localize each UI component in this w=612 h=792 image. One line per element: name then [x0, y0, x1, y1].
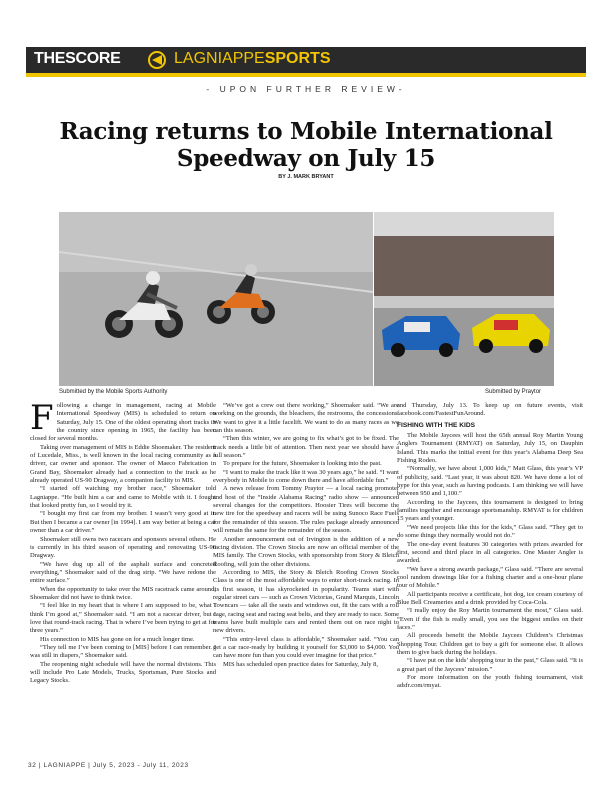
paragraph: “I really enjoy the Roy Martin tournament the most,” Glass said. “Even if the fish is really small, you see the biggest smiles on their faces.” — [397, 607, 583, 631]
motorcycle-racing-photo — [59, 212, 373, 386]
paragraph: “This entry-level class is affordable,” Shoemaker said. “You can get a car race-ready by building it yourself for $3,000 to $4,000. You can have more fun than you could ever imagine for that price.” — [213, 635, 399, 660]
paragraph: All participants receive a certificate, hot dog, ice cream courtesy of Blue Bell Creameries and a drink provided by Coca-Cola. — [397, 590, 583, 606]
paragraph: Taking over management of MIS is Eddie Shoemaker. The resident of Lucedale, Miss., is well known in the local racing community as a driver, car owner and sponsor. The owner of Maeco Fabrication in Grand Bay, Shoemaker already had a connection to the track as he already operated US-90 Dragway, a companion facility to MIS. — [30, 443, 216, 485]
banner-right-title — [174, 50, 331, 68]
paragraph: Another announcement out of Irvington is the addition of a new racing division. The Crown Stocks are now an official member of the MIS family. The Crown Stocks, with sponsorship from Story & Bleich Roofing, will join the other divisions. — [213, 535, 399, 568]
paragraph: “Then this winter, we are going to fix what’s got to be fixed. The track needs a little bit of attention. Then next year we should have a full season.” — [213, 435, 399, 460]
lagniappe-logo-icon — [148, 51, 170, 69]
paragraph: and Thursday, July 13. To keep up on future events, visit facebook.com/FastestFunAround. — [397, 402, 583, 418]
section-kicker: - UPON FURTHER REVIEW- — [206, 84, 406, 94]
paragraph: The Mobile Jaycees will host the 65th annual Roy Martin Young Anglers Tournament (RMYAT) on Saturday, July 15, on Dauphin Island. This marks the initial event for this year’s Alabama Deep Sea Fishing Rodeo. — [397, 432, 583, 465]
article-column-3 — [397, 402, 583, 691]
paragraph: “We’ve got a crew out there working,” Shoemaker said. “We are working on the grounds, the bleachers, the restrooms, the concessions. We want to give it a little facelift. We want to do as many races as we can this season. — [213, 402, 399, 435]
paragraph: “I started off watching my brother race,” Shoemaker told Lagniappe. “He built him a car and came to Mobile with it. I fought that looked pretty fun, so I would try it. — [30, 485, 216, 510]
paragraph: “I feel like in my heart that is where I am supposed to be, what I think I’m good at,” Shoemaker said. “I am not a racecar driver, but I love that round-track racing. That is where I’ve been trying to get at for three years.” — [30, 602, 216, 635]
paragraph: Shoemaker still owns two racecars and sponsors several others. He is currently in his third season of operating and renovating US-90 Dragway. — [30, 535, 216, 560]
paragraph: “We have a strong awards package,” Glass said. “There are several cool random drawings like for a fishing charter and a one-hour plane tour of Mobile.” — [397, 565, 583, 590]
banner-stripe — [26, 73, 586, 77]
article-column-2 — [213, 402, 399, 669]
paragraph: “I bought my first car from my brother. I wasn’t very good at it. But then I became a car owner [in 1994]. I am way better at being a car owner than a car driver.” — [30, 510, 216, 535]
paragraph: The reopening night schedule will have the normal divisions. This will include Pro Late Models, Trucks, Sportsman, Pure Stocks and Legacy Stocks. — [30, 660, 216, 685]
photo-credit-left: Submitted by the Mobile Sports Authority — [59, 389, 168, 395]
paragraph: “We need projects like this for the kids,” Glass said. “They get to do some things they normally would not do.” — [397, 523, 583, 540]
paragraph: According to the Jaycees, this tournament is designed to bring families together and encourage sportsmanship. RMYAT is for children 15 years and younger. — [397, 498, 583, 523]
paragraph: His connection to MIS has gone on for a much longer time. — [40, 635, 195, 643]
paragraph: A news release from Tommy Praytor — a local racing promoter and host of the “Inside Alabama Racing” radio show — announced several changes for the competitors. Hoosier Tires will become the new tire for the speedway and racers will be using Sunoco Race Fuels for the remainder of this season. The rules package already announced will remain the same for the remainder of the season. — [213, 485, 399, 535]
paragraph-text: ollowing a change in management, racing at Mobile International Speedway (MIS) is scheduled to return on Saturday, July 15. One of the oldest operating short tracks in the country since opening in 1965, the facility has been closed for several months. — [30, 402, 216, 443]
stock-car-racing-photo — [374, 212, 554, 386]
paragraph: MIS has scheduled open practice dates for Saturday, July 8, — [223, 660, 378, 668]
paragraph: “Normally, we have about 1,000 kids,” Matt Glass, this year’s VP of publicity, said. “Last year, it was about 820. We have done a lot of hype for this year, such as having podcasts. I am thinking we will have between 950 and 1,100.” — [397, 465, 583, 498]
photo-credit-right: Submitted by Praytor — [485, 389, 542, 395]
paragraph: The one-day event features 30 categories with prizes awarded for first, second and third place in all categories. One Master Angler is awarded. — [397, 540, 583, 565]
section-banner — [26, 47, 586, 77]
banner-left-title: THESCORE — [34, 50, 121, 67]
paragraph: To prepare for the future, Shoemaker is looking into the past. — [223, 460, 382, 468]
paragraph: “I have put on the kids’ shopping tour in the past,” Glass said. “It is a great part of the Jaycees’ mission.” — [397, 657, 583, 673]
drop-cap: F — [30, 398, 54, 438]
paragraph: According to MIS, the Story & Bleich Roofing Crown Stocks Class is one of the most affordable ways to enter short-track racing. In its first season, it has skyrocketed in popularity. Teams start with regular street cars — such as Crown Victorias, Grand Marquis, Lincoln Towncars — take all the seats and windows out, fit the cars with a roll cage, racing seat and racing seat belts, and they are ready to race. Some teams have built multiple cars and rented them out on race night to new drivers. — [213, 568, 399, 635]
paragraph: For more information on the youth fishing tournament, visit adsfr.com/rmyat. — [397, 674, 583, 690]
paragraph: All proceeds benefit the Mobile Jaycees Children’s Christmas Shopping Tour. Children get to buy a gift for someone else. It allows them to give back during the holidays. — [397, 632, 583, 656]
page-footer: 32 | LAGNIAPPE | July 5, 2023 - July 11, 2023 — [28, 762, 189, 769]
article-column-1 — [30, 398, 216, 686]
paragraph: “We have dug up all of the asphalt surface and concreted everything,” Shoemaker said of the drag strip. “We have redone the entire surface.” — [30, 560, 216, 585]
paragraph: When the opportunity to take over the MIS racetrack came around, Shoemaker did not have to think twice. — [30, 585, 216, 601]
banner-right-b: SPORTS — [264, 50, 331, 67]
paragraph: “I want to make the track like it was 30 years ago,” he said. “I want everybody in Mobile to come down there and have affordable fun.” — [213, 468, 399, 485]
article-headline: Racing returns to Mobile International Speedway on July 15 — [59, 118, 553, 172]
article-byline: BY J. MARK BRYANT — [278, 174, 334, 180]
paragraph: “They tell me I’ve been coming to [MIS] before I can remember. I was still in diapers,” Shoemaker said. — [30, 643, 216, 660]
paragraph — [30, 398, 216, 444]
subhead: FISHING WITH THE KIDS — [397, 421, 476, 429]
banner-right-a: LAGNIAPPE — [174, 50, 265, 67]
